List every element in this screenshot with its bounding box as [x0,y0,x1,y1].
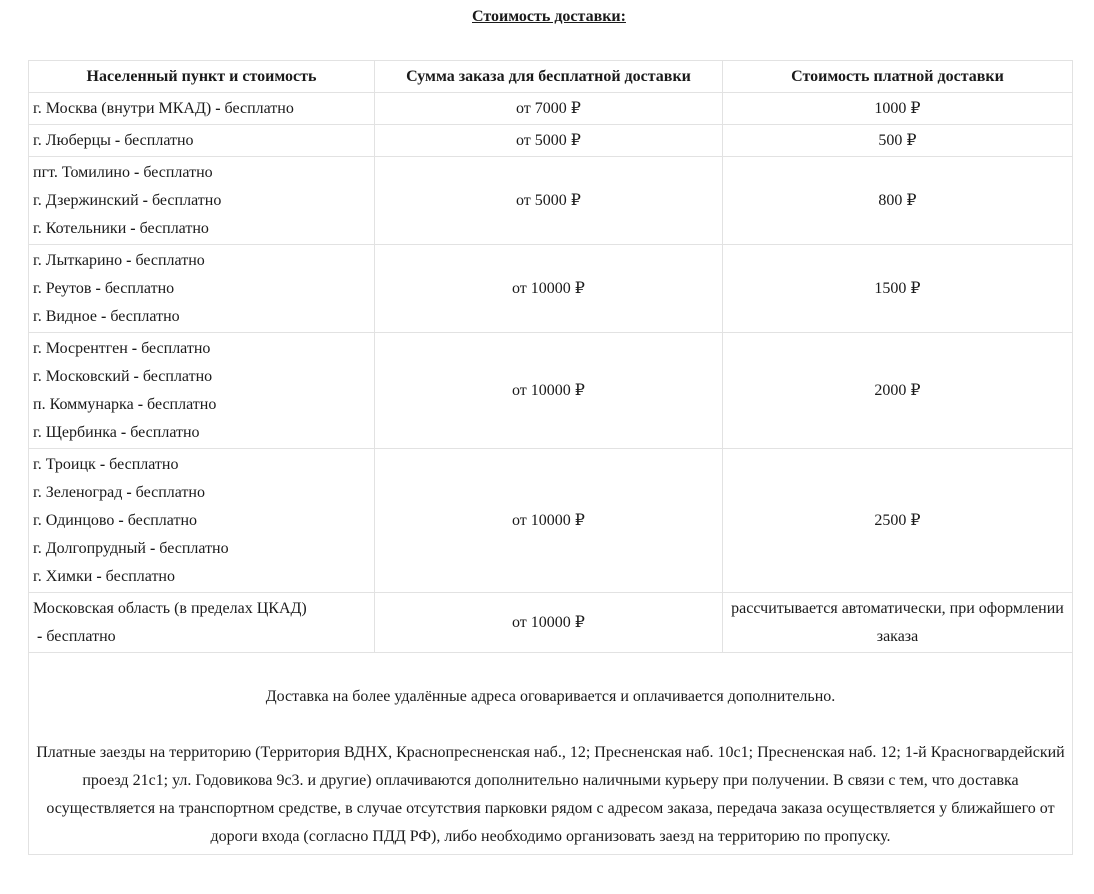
locality-status: бесплатно [124,131,194,149]
locality-name: г. Видное [33,307,97,325]
locality-dash: - [110,131,125,149]
table-row [29,93,1073,125]
locality-line [33,247,370,275]
locality-dash: - [95,455,110,473]
locality-status: бесплатно [139,219,209,237]
locality-status: бесплатно [104,279,175,297]
locality-status: бесплатно [143,163,213,181]
locality-name: Московская область (в пределах ЦКАД) [33,599,307,617]
locality-dash: - [138,191,152,209]
locality-dash: - [122,251,136,269]
locality-name: г. Химки [33,567,93,585]
locality-dash: - [33,627,47,645]
locality-name: г. Москва (внутри МКАД) [33,99,212,117]
paid-cost-cell: 1500 ₽ [723,245,1073,333]
locality-cell [29,333,375,449]
locality-name: пгт. Томилино [33,163,130,181]
locality-status: бесплатно [110,307,180,325]
locality-line [33,507,370,535]
locality-dash: - [145,539,160,557]
locality-status: бесплатно [141,339,211,357]
locality-name: г. Долгопрудный [33,539,146,557]
locality-cell [29,157,375,245]
locality-line [33,535,370,563]
locality-dash: - [122,483,136,501]
locality-name: п. Коммунарка [33,395,134,413]
table-row [29,449,1073,593]
locality-status: бесплатно [105,567,175,585]
locality-line [33,303,370,331]
free-threshold-cell: от 10000 ₽ [375,593,723,653]
paid-cost-cell: рассчитывается автоматически, при оформлении заказа [723,593,1073,653]
table-row [29,593,1073,653]
table-row [29,245,1073,333]
remote-delivery-note: Доставка на более удалённые адреса оговаривается и оплачивается дополнительно. [265,688,836,705]
locality-status: бесплатно [135,251,205,269]
locality-dash: - [92,567,106,585]
locality-status: бесплатно [109,455,179,473]
locality-status: бесплатно [159,539,229,557]
paid-entry-note: Платные заезды на территорию (Территория ВДНХ, Краснопресненская наб., 12; Пресненская наб. 10с1; Пресненская наб. 12; 1-й Красногвардейский проезд 21с1; ул. Годовикова 9с3. и другие) оплачиваются дополнительно наличными курьеру при получении. В связи с тем, что доставка осуществляется на транспортном средстве, в случае отсутствия парковки рядом с адресом заказа, передача заказа осуществляется у ближайшего от дороги входа (согласно ПДД РФ), либо необходимо организовать заезд на территорию по пропуску. [36,744,1065,845]
free-threshold-cell: от 7000 ₽ [375,93,723,125]
table-row [29,125,1073,157]
locality-line [33,95,370,123]
locality-line [33,187,370,215]
locality-dash: - [133,395,148,413]
paid-cost-cell: 1000 ₽ [723,93,1073,125]
locality-dash: - [97,307,111,325]
locality-line [33,391,370,419]
locality-dash: - [126,219,140,237]
locality-status: бесплатно [147,395,217,413]
delivery-table [28,60,1073,855]
locality-name: г. Мосрентген [33,339,128,357]
locality-line [33,479,370,507]
locality-name: г. Щербинка [33,423,117,441]
locality-line [33,451,370,479]
free-threshold-cell: от 5000 ₽ [375,125,723,157]
locality-cell [29,93,375,125]
locality-line [33,419,370,447]
locality-status: бесплатно [46,627,116,645]
locality-status: бесплатно [152,191,222,209]
locality-name: г. Котельники [33,219,127,237]
locality-status: бесплатно [135,483,205,501]
locality-name: г. Люберцы [33,131,111,149]
locality-dash: - [127,339,142,357]
free-threshold-cell: от 5000 ₽ [375,157,723,245]
locality-name: г. Троицк [33,455,96,473]
paid-cost-cell: 2500 ₽ [723,449,1073,593]
locality-dash: - [116,423,131,441]
locality-name: г. Зеленоград [33,483,123,501]
locality-dash: - [114,511,128,529]
locality-status: бесплатно [127,511,198,529]
locality-name: г. Московский [33,367,130,385]
locality-line [33,127,370,155]
locality-cell [29,125,375,157]
locality-name: г. Одинцово [33,511,115,529]
locality-line [33,275,370,303]
paid-cost-cell: 2000 ₽ [723,333,1073,449]
locality-dash: - [91,279,105,297]
free-threshold-cell: от 10000 ₽ [375,333,723,449]
header-locality: Населенный пункт и стоимость [29,61,375,93]
locality-cell [29,245,375,333]
locality-cell [29,593,375,653]
locality-line [33,159,370,187]
free-threshold-cell: от 10000 ₽ [375,245,723,333]
header-free-threshold: Сумма заказа для бесплатной доставки [375,61,723,93]
locality-name: г. Дзержинский [33,191,139,209]
locality-dash: - [129,367,143,385]
locality-status: бесплатно [130,423,200,441]
locality-name: г. Лыткарино [33,251,123,269]
locality-name: г. Реутов [33,279,92,297]
notes-cell [29,653,1073,855]
locality-cell [29,449,375,593]
locality-status: бесплатно [142,367,213,385]
table-row [29,157,1073,245]
free-threshold-cell: от 10000 ₽ [375,449,723,593]
paid-cost-cell: 500 ₽ [723,125,1073,157]
locality-status: бесплатно [224,99,294,117]
locality-line [33,563,370,591]
locality-line [33,595,370,651]
locality-line [33,335,370,363]
notes-row [29,653,1073,855]
locality-dash: - [129,163,144,181]
table-header-row [29,61,1073,93]
header-paid-cost: Стоимость платной доставки [723,61,1073,93]
locality-line [33,363,370,391]
locality-dash: - [211,99,225,117]
page-title: Стоимость доставки: [472,8,626,25]
paid-cost-cell: 800 ₽ [723,157,1073,245]
locality-line [33,215,370,243]
table-row [29,333,1073,449]
